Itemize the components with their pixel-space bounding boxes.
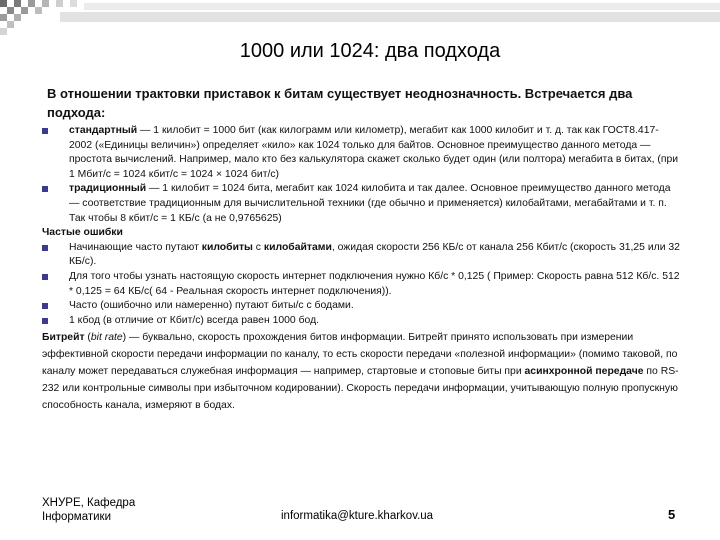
list-item-error: [42, 241, 680, 270]
square-bullet-icon: [42, 274, 48, 280]
footer-org-line: ХНУРЕ, Кафедра: [42, 497, 136, 509]
error-text: Начинающие часто путают: [69, 241, 202, 253]
error-bold-term: килобайтами: [263, 241, 332, 253]
bitrate-english-term: bit rate: [90, 332, 123, 344]
bitrate-text: ) — буквально, скорость прохождения битов информации. Битрейт принято использовать при измерении эффективной скорости передачи информации по каналу, то есть скорости передачи «полезной информации» (помимо таковой, по каналу может передаваться служебная информация — например, стартовые и стоповые биты при: [42, 332, 678, 378]
square-bullet-icon: [42, 303, 48, 309]
square-bullet-icon: [42, 318, 48, 324]
page-number: 5: [668, 507, 676, 522]
approach-text: — 1 килобит = 1000 бит (как килограмм или километр), мегабит как 1000 килобит и т. д. так как ГОСТ8.417-2002 («Единицы величин») определяет «кило» как 1024 только для байтов. Основное преимущество данного метода — простота вычислений. Например, мало кто без калькулятора скажет сколько будет один (или полтора) мегабита в битах, (при 1 Мбит/с = 1024 кбит/с = 1024 × 1024 бит/с): [69, 125, 679, 180]
header-checker-decoration: [0, 0, 720, 40]
intro-paragraph: В отношении трактовки приставок к битам существует неоднозначность. Встречается два подхода:: [47, 86, 633, 120]
list-item-standard: [42, 124, 680, 182]
error-text: 1 кбод (в отличие от Кбит/с) всегда равен 1000 бод.: [69, 314, 320, 326]
list-item-error: [42, 314, 680, 329]
bitrate-text: (: [84, 332, 91, 344]
async-transfer-term: асинхронной передаче: [524, 366, 644, 378]
bitrate-text: по RS-232 или контрольные символы при избыточном кодировании). Скорость передачи информации, учитывающую полную пропускную способность канала, измеряют в бодах.: [42, 366, 679, 412]
bitrate-paragraph: [42, 329, 680, 414]
error-text: Часто (ошибочно или намеренно) путают биты/с с бодами.: [69, 300, 354, 312]
square-bullet-icon: [42, 186, 48, 192]
list-item-traditional: [42, 182, 680, 226]
footer-organization: [42, 496, 135, 524]
square-bullet-icon: [42, 245, 48, 251]
approach-text: — 1 килобит = 1024 бита, мегабит как 1024 килобита и так далее. Основное преимущество данного метода — соответствие традиционным для вычислительной техники (где обычно и применяется) килобайтами, мегабайтами и т. п. Так чтобы 8 кбит/с = 1 КБ/с (а не 0,9765625): [69, 183, 671, 224]
square-bullet-icon: [42, 128, 48, 134]
approach-term: традиционный: [69, 183, 147, 195]
errors-heading: Частые ошибки: [42, 227, 123, 239]
error-text: с: [252, 241, 264, 253]
bitrate-term: Битрейт: [42, 332, 85, 344]
list-item-error: [42, 299, 680, 314]
error-text: Для того чтобы узнать настоящую скорость интернет подключения нужно Кб/с * 0,125 ( Пример: Скорость равна 512 Кб/с. 512 * 0,125 = 64 КБ/с( 64 - Реальная скорость интернет подключения)).: [69, 270, 680, 297]
error-text: , ожидая скорости 256 КБ/с от канала 256 Кбит/с (скорость 31,25 или 32 КБ/с).: [69, 241, 680, 268]
list-item-error: [42, 270, 680, 299]
footer-email: informatika@kture.kharkov.ua: [281, 510, 434, 522]
approach-term: стандартный: [69, 125, 138, 136]
footer-org-line: Інформатики: [42, 511, 111, 523]
content-body: [42, 124, 680, 414]
error-bold-term: килобиты: [201, 241, 253, 253]
slide-title: 1000 или 1024: два подхода: [239, 40, 501, 62]
